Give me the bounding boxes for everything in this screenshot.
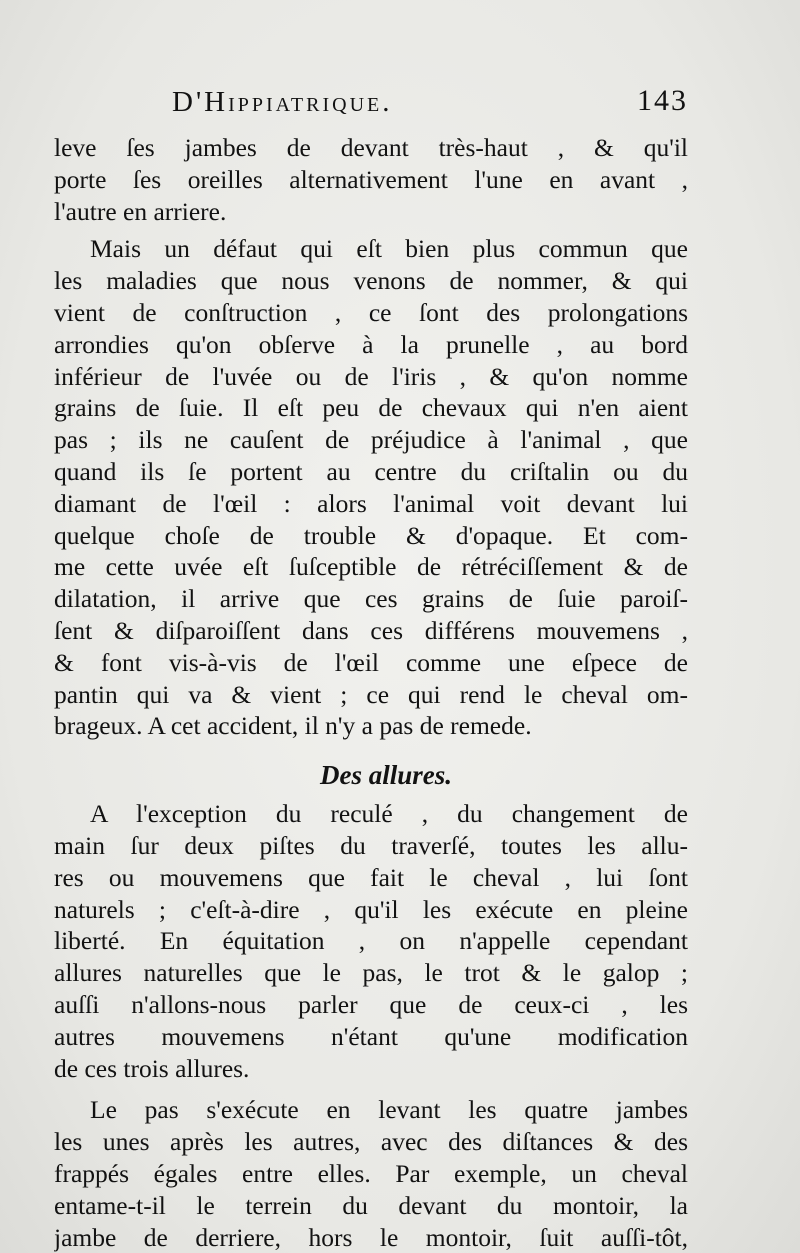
text-line: pas ; ils ne cauſent de préjudice à l'animal , que [54,425,688,455]
text-line: de ces trois allures. [54,1053,250,1083]
text-line: & font vis-à-vis de l'œil comme une eſpece de [54,647,688,677]
text-line: grains de ſuie. Il eſt peu de chevaux qui n'en aient [54,393,688,423]
text-line: me cette uvée eſt ſuſceptible de rétréciſſement & de [54,552,688,582]
text-line: jambe de derriere, hors le montoir, ſuit auſſi-tôt, [54,1222,688,1252]
text-line: ſent & diſparoiſſent dans ces différens mouvemens , [54,615,688,645]
text-line: quand ils ſe portent au centre du criſtalin ou du [54,456,688,486]
paragraph-allures [54,798,688,1084]
text-line: naturels ; c'eſt-à-dire , qu'il les exécute en pleine [54,894,688,924]
running-head [54,80,688,132]
text-line: les maladies que nous venons de nommer, & qui [54,266,688,296]
text-line: les unes après les autres, avec des diſtances & des [54,1127,688,1157]
text-line: pantin qui va & vient ; ce qui rend le cheval om- [54,679,688,709]
paragraph-le-pas [54,1094,688,1253]
text-line: arrondies qu'on obſerve à la prunelle , au bord [54,329,688,359]
text-line: entame-t-il le terrein du devant du montoir, la [54,1190,688,1220]
text-line: frappés égales entre elles. Par exemple, un cheval [54,1158,688,1188]
running-title: D'Hippiatrique. [172,86,393,118]
text-line: quelque choſe de trouble & d'opaque. Et com- [54,520,688,550]
text-line: liberté. En équitation , on n'appelle cependant [54,926,688,956]
text-line: A l'exception du reculé , du changement de [90,799,688,829]
text-line: Mais un défaut qui eſt bien plus commun que [90,234,688,264]
text-line: auſſi n'allons-nous parler que de ceux-ci , les [54,989,688,1019]
text-line: l'autre en arriere. [54,196,227,226]
text-line: inférieur de l'uvée ou de l'iris , & qu'on nomme [54,361,688,391]
section-heading: Des allures. [319,760,452,791]
text-line: allures naturelles que le pas, le trot & le galop ; [54,958,688,988]
text-line: dilatation, il arrive que ces grains de ſuie paroiſ- [54,584,688,614]
paragraph-grains-de-suie [54,233,688,742]
text-line: main ſur deux piſtes du traverſé, toutes les allu- [54,830,688,860]
page-number: 143 [637,84,688,117]
paragraph-continuation [54,132,688,227]
text-line: porte ſes oreilles alternativement l'une en avant , [54,164,688,194]
text-line: leve ſes jambes de devant très-haut , & qu'il [54,133,688,162]
text-line: brageux. A cet accident, il n'y a pas de remede. [54,711,532,741]
text-line: diamant de l'œil : alors l'animal voit devant lui [54,488,688,518]
text-line: res ou mouvemens que fait le cheval , lui ſont [54,862,688,892]
text-line: Le pas s'exécute en levant les quatre jambes [90,1095,688,1125]
page-text-block [54,80,688,1253]
text-line: vient de conſtruction , ce ſont des prolongations [54,297,688,327]
text-line: autres mouvemens n'étant qu'une modification [54,1021,688,1051]
